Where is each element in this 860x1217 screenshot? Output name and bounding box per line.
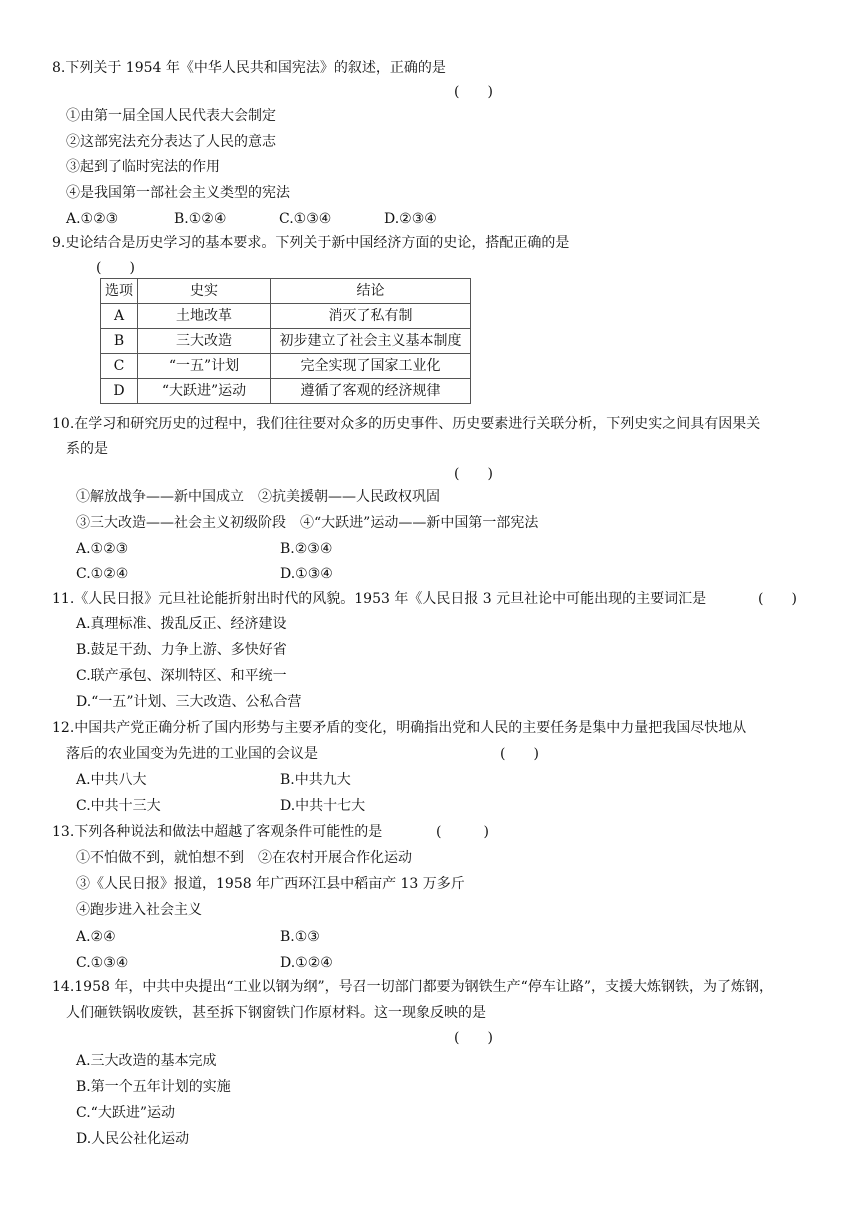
q14-option-a: A.三大改造的基本完成 — [76, 1053, 217, 1069]
q9-answer-paren: ( ) — [96, 260, 135, 276]
table-cell: “大跃进”运动 — [138, 379, 271, 404]
q14-stem-line1: 14.1958 年，中共中央提出“工业以钢为纲”，号召一切部门都要为钢铁生产“停车让路”，支援大炼钢铁，为了炼钢， — [52, 979, 773, 995]
q10-answer-paren: ( ) — [454, 466, 493, 482]
q12-option-a: A.中共八大 — [76, 772, 147, 788]
q11-option-c: C.联产承包、深圳特区、和平统一 — [76, 668, 287, 684]
q11-option-d: D.“一五”计划、三大改造、公私合营 — [76, 694, 302, 710]
q10-items-line2: ③三大改造——社会主义初级阶段 ④“大跃进”运动——新中国第一部宪法 — [76, 515, 539, 531]
q14-option-b: B.第一个五年计划的实施 — [76, 1079, 231, 1095]
q14-option-c: C.“大跃进”运动 — [76, 1105, 175, 1121]
q9-table — [100, 278, 471, 404]
q13-item-line2: ③《人民日报》报道，1958 年广西环江县中稻亩产 13 万多斤 — [76, 876, 465, 892]
q11-answer-paren: ( ) — [758, 591, 797, 607]
q13-option-c: C.①③④ — [76, 955, 129, 971]
q8-item-4: ④是我国第一部社会主义类型的宪法 — [66, 185, 290, 201]
q8-item-2: ②这部宪法充分表达了人民的意志 — [66, 134, 276, 150]
q13-option-d: D.①②④ — [280, 955, 333, 971]
table-row — [101, 379, 471, 404]
table-header-cell: 史实 — [138, 279, 271, 304]
q8-answer-paren: ( ) — [454, 84, 493, 100]
table-cell: B — [101, 329, 138, 354]
q8-option-c: C.①③④ — [279, 211, 332, 227]
table-header-cell: 结论 — [271, 279, 471, 304]
q10-stem-line1: 10.在学习和研究历史的过程中，我们往往要对众多的历史事件、历史要素进行关联分析，下列史实之间具有因果关 — [52, 416, 761, 432]
q14-stem-line2: 人们砸铁锅收废铁，甚至拆下钢窗铁门作原材料。这一现象反映的是 — [66, 1005, 486, 1021]
table-row — [101, 304, 471, 329]
table-cell: D — [101, 379, 138, 404]
table-cell: 土地改革 — [138, 304, 271, 329]
q10-option-d: D.①③④ — [280, 566, 333, 582]
q12-option-d: D.中共十七大 — [280, 798, 366, 814]
q10-items-line1: ①解放战争——新中国成立 ②抗美援朝——人民政权巩固 — [76, 489, 440, 505]
q8-option-d: D.②③④ — [384, 211, 437, 227]
table-cell: C — [101, 354, 138, 379]
q13-option-b: B.①③ — [280, 929, 320, 945]
q9-stem: 9.史论结合是历史学习的基本要求。下列关于新中国经济方面的史论，搭配正确的是 — [52, 235, 570, 251]
table-cell: 消灭了私有制 — [271, 304, 471, 329]
q12-option-b: B.中共九大 — [280, 772, 351, 788]
q13-answer-paren: ( ) — [436, 824, 489, 840]
table-cell: 三大改造 — [138, 329, 271, 354]
table-cell: A — [101, 304, 138, 329]
table-row — [101, 354, 471, 379]
q13-stem: 13.下列各种说法和做法中超越了客观条件可能性的是 — [52, 824, 383, 840]
q13-item-line3: ④跑步进入社会主义 — [76, 902, 202, 918]
table-cell: 初步建立了社会主义基本制度 — [271, 329, 471, 354]
q10-option-b: B.②③④ — [280, 541, 333, 557]
q11-stem: 11.《人民日报》元旦社论能折射出时代的风貌。1953 年《人民日报 3 元旦社论中可能出现的主要词汇是 — [52, 591, 707, 607]
q8-option-a: A.①②③ — [66, 211, 119, 227]
q12-answer-paren: ( ) — [500, 746, 539, 762]
q8-item-3: ③起到了临时宪法的作用 — [66, 159, 220, 175]
q8-item-1: ①由第一届全国人民代表大会制定 — [66, 108, 276, 124]
q14-answer-paren: ( ) — [454, 1030, 493, 1046]
table-cell: 遵循了客观的经济规律 — [271, 379, 471, 404]
table-header-row — [101, 279, 471, 304]
q13-option-a: A.②④ — [76, 929, 116, 945]
q12-stem-line1: 12.中国共产党正确分析了国内形势与主要矛盾的变化，明确指出党和人民的主要任务是集中力量把我国尽快地从 — [52, 720, 747, 736]
table-cell: 完全实现了国家工业化 — [271, 354, 471, 379]
q14-option-d: D.人民公社化运动 — [76, 1131, 190, 1147]
table-row — [101, 329, 471, 354]
q11-option-a: A.真理标准、拨乱反正、经济建设 — [76, 616, 287, 632]
q10-option-a: A.①②③ — [76, 541, 129, 557]
q11-option-b: B.鼓足干劲、力争上游、多快好省 — [76, 642, 287, 658]
table-header-cell: 选项 — [101, 279, 138, 304]
q13-item-line1: ①不怕做不到，就怕想不到 ②在农村开展合作化运动 — [76, 850, 412, 866]
q10-stem-line2: 系的是 — [66, 441, 108, 457]
table-cell: “一五”计划 — [138, 354, 271, 379]
q12-option-c: C.中共十三大 — [76, 798, 161, 814]
q8-stem: 8.下列关于 1954 年《中华人民共和国宪法》的叙述，正确的是 — [52, 60, 446, 76]
q12-stem-line2: 落后的农业国变为先进的工业国的会议是 — [66, 746, 318, 762]
q10-option-c: C.①②④ — [76, 566, 129, 582]
q8-option-b: B.①②④ — [174, 211, 227, 227]
